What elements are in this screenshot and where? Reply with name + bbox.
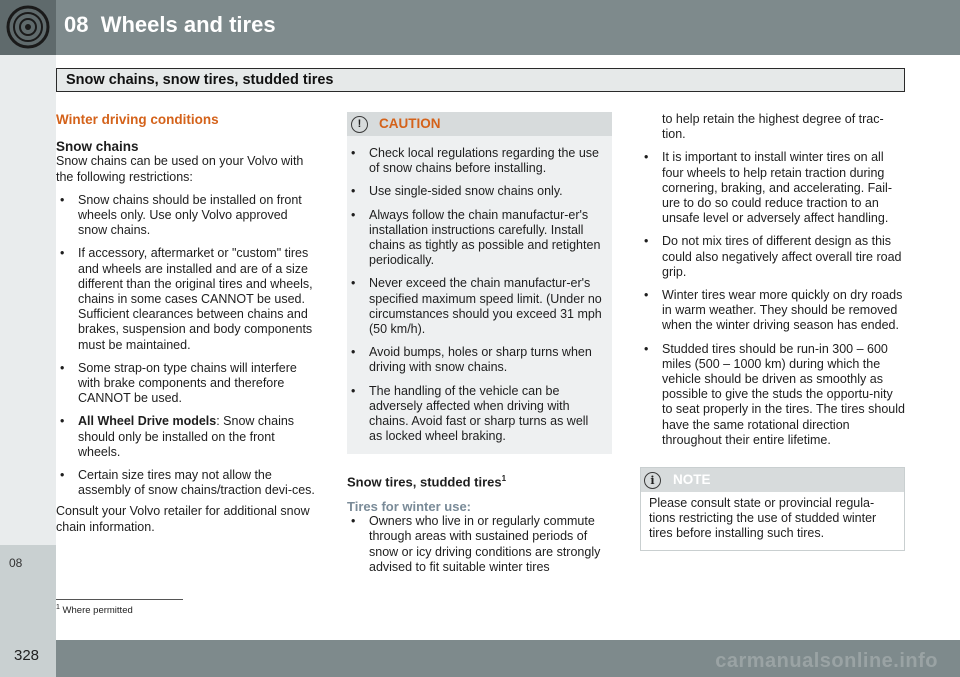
exclamation-icon: ! — [351, 116, 368, 133]
list-item: • Owners who live in or regularly commute through areas with sustained periods of snow or icy driving conditions are strongly advised to fit suitable winter tires — [351, 514, 601, 574]
winter-tires-list-continued — [640, 150, 905, 448]
section-title-bar — [56, 68, 905, 92]
winter-tires-list — [347, 514, 612, 575]
page-number: 328 — [14, 647, 40, 664]
winter-driving-heading: Winter driving conditions — [56, 112, 219, 127]
note-header — [641, 468, 904, 492]
list-item: • Some strap-on type chains will interfere with brake components and therefore CANNOT be used. — [60, 360, 297, 406]
tire-icon — [0, 0, 56, 55]
list-item: • Never exceed the chain manufactur-er's specified maximum speed limit. (Under no circumstances should you exceed 31 mph (50 km/h). — [351, 276, 602, 337]
chapter-title: 08 Wheels and tires — [64, 12, 276, 37]
snow-tires-heading: Snow tires, studded tires$^1$ — [347, 474, 507, 490]
column-1 — [56, 112, 319, 535]
caution-label: CAUTION — [379, 116, 441, 131]
info-icon: i — [644, 472, 661, 489]
watermark: carmanualsonline.info — [715, 650, 938, 672]
caution-box — [347, 112, 612, 454]
list-item: • Do not mix tires of different design as this could also negatively affect overall tire road grip. — [644, 234, 902, 279]
list-item: • Winter tires wear more quickly on dry roads in warm weather. They should be removed when the winter driving season has ended. — [644, 288, 903, 333]
list-item: • All Wheel Drive models: Snow chains should only be installed on the front wheels. — [60, 414, 295, 459]
section-title: Snow chains, snow tires, studded tires — [66, 72, 334, 88]
list-item: • Avoid bumps, holes or sharp turns when driving with snow chains. — [351, 345, 592, 375]
list-item: • Use single-sided snow chains only. — [351, 184, 563, 199]
sidebar — [0, 55, 56, 618]
snow-chains-outro: Consult your Volvo retailer for additional snow chain information. — [56, 504, 310, 534]
list-item: • Studded tires should be run-in 300 – 600 miles (500 – 1000 km) during which the vehicle should be driven as smoothly as possible to give the studs the opportu-nity to seat properly in the tires. The tires should have the same rotational direction throughout their entire lifetime. — [644, 341, 905, 447]
note-label: NOTE — [673, 472, 711, 488]
footnote: $^1$ Where permitted — [56, 604, 133, 617]
chapter-tab-label: 08 — [9, 556, 23, 570]
snow-chains-list — [56, 193, 319, 499]
caution-list — [347, 136, 612, 444]
list-item: • Certain size tires may not allow the assembly of snow chains/traction devi-ces. — [60, 468, 315, 498]
list-item: • Always follow the chain manufactur-er's installation instructions carefully. Install chains as tightly as possible and retighten periodically. — [351, 207, 601, 268]
snow-chains-intro: Snow chains can be used on your Volvo with the following restrictions: — [56, 154, 304, 184]
list-item: • It is important to install winter tires on all four wheels to help retain traction during cornering, braking, and accelerating. Fail-ure to do so could reduce traction to an unsafe level or adversely affect handling. — [644, 150, 892, 226]
caution-header — [347, 112, 612, 136]
winter-use-subheading: Tires for winter use: — [347, 498, 472, 514]
footnote-divider — [56, 599, 183, 600]
note-box — [640, 467, 905, 551]
column-2 — [347, 112, 612, 575]
list-item: • The handling of the vehicle can be adversely affected when driving with chains. Avoid fast or sharp turns as well as locked wheel braking. — [351, 383, 589, 444]
column-3 — [640, 112, 905, 551]
list-item: • If accessory, aftermarket or "custom" tires and wheels are installed and are of a size different than the original tires and wheels, chains in some cases CANNOT be used. Sufficient clearances between chains and brakes, suspension and body components must be maintained. — [60, 246, 313, 352]
note-text: Please consult state or provincial regula-tions restricting the use of studded winter tires before installing such tires. — [649, 496, 877, 541]
list-item-continuation: to help retain the highest degree of trac-tion. — [662, 112, 884, 142]
snow-chains-heading: Snow chains — [56, 139, 139, 155]
list-item: • Snow chains should be installed on front wheels only. Use only Volvo approved snow chains. — [60, 192, 302, 238]
list-item: • Check local regulations regarding the use of snow chains before installing. — [351, 146, 599, 176]
